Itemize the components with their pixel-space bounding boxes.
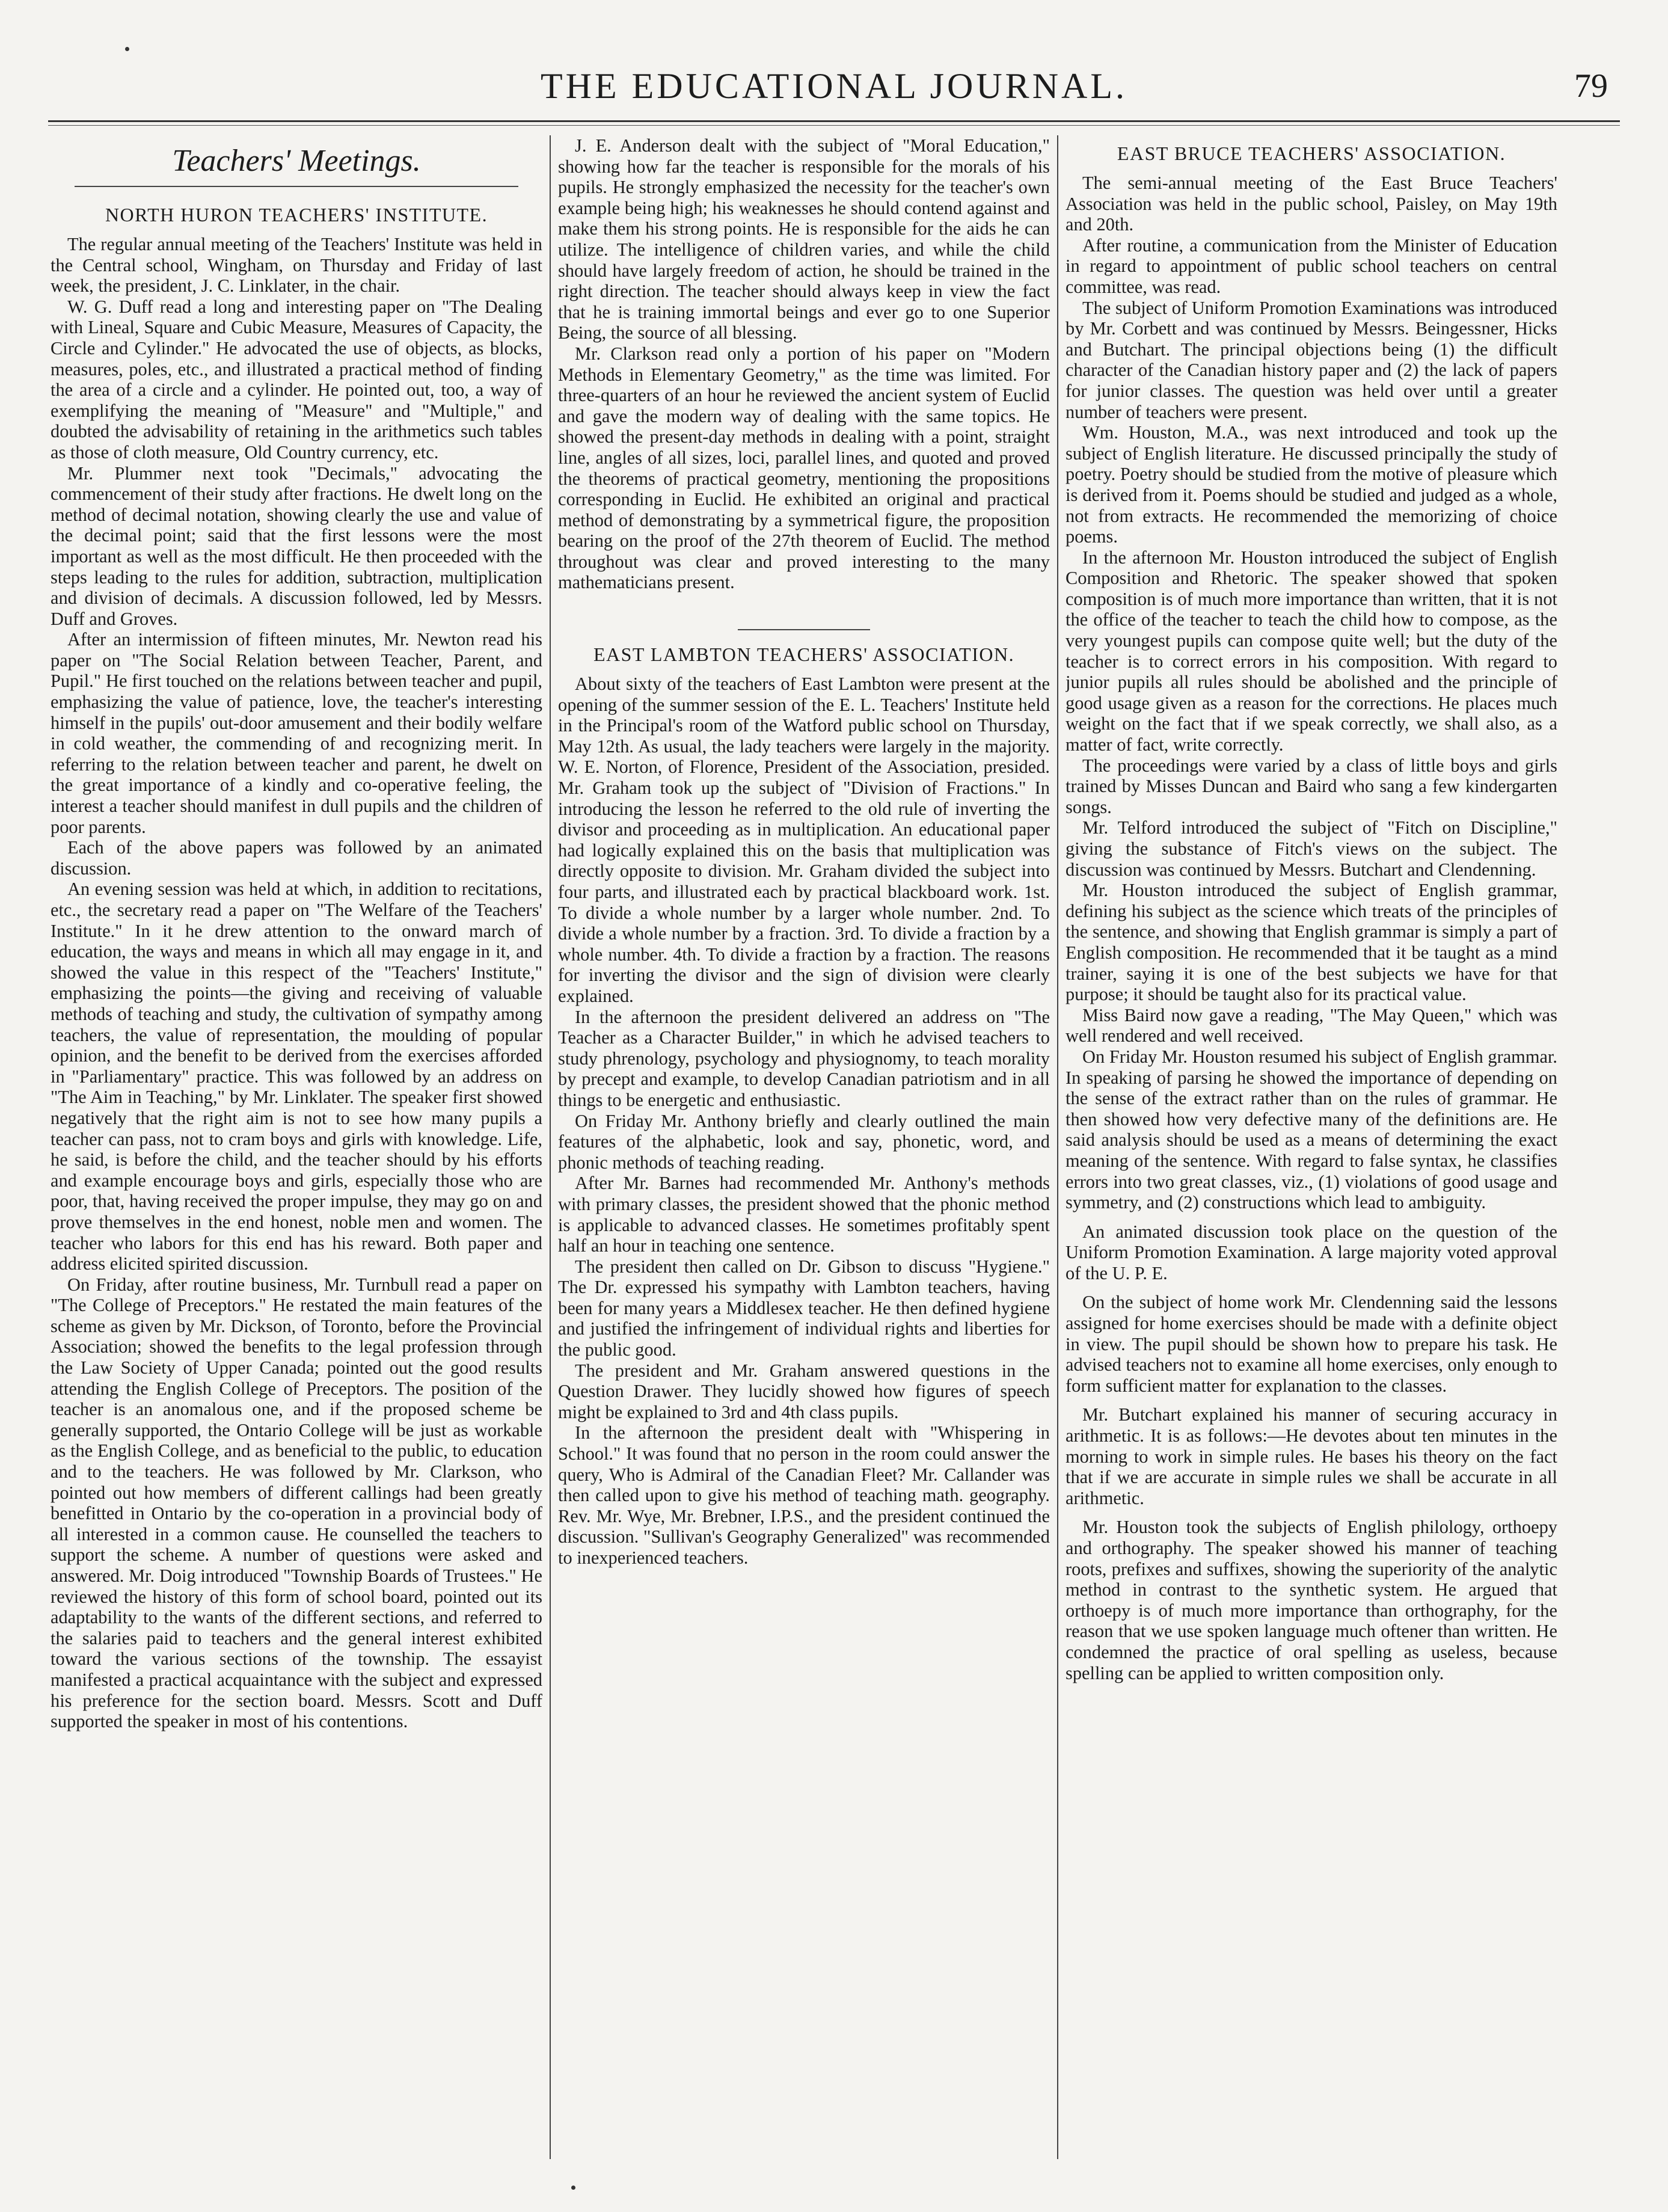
article-paragraph: Mr. Butchart explained his manner of securing accuracy in arithmetic. It is as follows:—He devotes about ten minutes in the morning to work in simple rules. He bases his theory on the fact that if we are accurate in simple rules we shall be accurate in all arithmetic. xyxy=(1065,1404,1557,1508)
article-paragraph: In the afternoon the president delivered an address on "The Teacher as a Character Builder," in which he advised teachers to study phrenology, psychology and physiognomy, to teach morality by precept and example, to develop Canadian patriotism and in all things to be energetic and enthusiastic. xyxy=(558,1006,1050,1110)
article-paragraph: The regular annual meeting of the Teachers' Institute was held in the Central school, Wingham, on Thursday and Friday of last week, the president, J. C. Linklater, in the chair. xyxy=(51,234,542,296)
article-paragraph: After Mr. Barnes had recommended Mr. Anthony's methods with primary classes, the president showed that the phonic method is applicable to advanced classes. He sometimes profitably spent half an hour in teaching one sentence. xyxy=(558,1173,1050,1256)
article-paragraph: Mr. Telford introduced the subject of "Fitch on Discipline," giving the substance of Fitch's views on the subject. The discussion was continued by Messrs. Butchart and Clendenning. xyxy=(1065,817,1557,880)
article-divider xyxy=(738,629,870,630)
header-rule-thin xyxy=(48,125,1620,126)
paragraph-gap xyxy=(1065,1396,1557,1404)
article-heading: EAST LAMBTON TEACHERS' ASSOCIATION. xyxy=(593,644,1015,666)
article-paragraph: On the subject of home work Mr. Clendenning said the lessons assigned for home exercises should be made with a definite object in view. The pupil should be shown how to prepare his task. He advised teachers not to examine all home exercises, only enough to form sufficient matter for explanation to the classes. xyxy=(1065,1292,1557,1396)
article-paragraph: W. G. Duff read a long and interesting paper on "The Dealing with Lineal, Square and Cubic Measure, Measures of Capacity, the Circle and Cylinder." He advocated the use of objects, as blocks, measures, poles, etc., and illustrated a practical method of finding the area of a circle and a cylinder. He pointed out, too, a way of exemplifying the meaning of "Measure" and "Multiple," and doubted the advisability of retaining in the arithmetics such tables as those of cloth measure, Old Country currency, etc. xyxy=(51,296,542,462)
ink-speck xyxy=(125,47,129,51)
article-paragraph: An evening session was held at which, in addition to recitations, etc., the secretary read a paper on "The Welfare of the Teachers' Institute." In it he drew attention to the onward march of education, the ways and means in which all may engage in it, and showed the value in this respect of the "Teachers' Institute," emphasizing the points—the giving and receiving of valuable methods of teaching and study, the cultivation of sympathy among teachers, the value of representation, the moulding of popular opinion, and the benefit to be derived from the exercises afforded in "Parliamentary" practice. This was followed by an address on "The Aim in Teaching," by Mr. Linklater. The speaker first showed negatively that the right aim is not to see how many pupils a teacher can pass, not to cram boys and girls with knowledge. Life, he said, is before the child, and the teacher should by his efforts and example encourage boys and girls, especially those who are poor, that, having received the proper impulse, they may go on and prove themselves in the end honest, noble men and women. The teacher who labors for this end has his reward. Both paper and address elicited spirited discussion. xyxy=(51,879,542,1274)
column-3 xyxy=(1065,135,1557,2159)
article-paragraph: Wm. Houston, M.A., was next introduced and took up the subject of English literature. He discussed principally the study of poetry. Poetry should be studied from the motive of pleasure which is derived from it. Poems should be studied and judged as a whole, not from extracts. He recommended the memorizing of choice poems. xyxy=(1065,422,1557,547)
column-divider xyxy=(1057,135,1058,2159)
article-paragraph: J. E. Anderson dealt with the subject of "Moral Education," showing how far the teacher is responsible for the morals of his pupils. He strongly emphasized the necessity for the teacher's own example being high; his weaknesses he should contend against and make them his strong points. He is responsible for the aids he can utilize. The intelligence of children varies, and while the child should have largely freedom of action, he should be trained in the right direction. The teacher should always keep in view the fact that he is training immortal beings and ever go to one Superior Being, the source of all blessing. xyxy=(558,135,1050,343)
article-paragraph: The semi-annual meeting of the East Bruce Teachers' Association was held in the public school, Paisley, on May 19th and 20th. xyxy=(1065,173,1557,235)
header-rule xyxy=(48,120,1620,122)
page-number: 79 xyxy=(1574,67,1608,105)
section-rule xyxy=(75,186,518,187)
ink-speck xyxy=(571,2186,575,2190)
column-divider xyxy=(550,135,551,2159)
column-2 xyxy=(558,135,1050,2159)
article-paragraph: The president and Mr. Graham answered questions in the Question Drawer. They lucidly showed how figures of speech might be explained to 3rd and 4th class pupils. xyxy=(558,1360,1050,1422)
article-paragraph: After an intermission of fifteen minutes, Mr. Newton read his paper on "The Social Relation between Teacher, Parent, and Pupil." He first touched on the relations between teacher and pupil, emphasizing the value of patience, love, the teacher's interesting himself in the pupils' out-door amusement and their bodily welfare in cold weather, the commending of and recognizing merit. In referring to the relation between teacher and parent, he dwelt on the great importance of a kindly and co-operative feeling, the interest a teacher should manifest in dull pupils and the children of poor parents. xyxy=(51,629,542,837)
journal-title: THE EDUCATIONAL JOURNAL. xyxy=(540,66,1128,106)
article-paragraph: Mr. Houston introduced the subject of English grammar, defining his subject as the science which treats of the principles of the sentence, and showing that English grammar is simply a part of English composition. He recommended that it be taught as a mind trainer, saying it is one of the best subjects we have for that purpose; it should be taught also for its practical value. xyxy=(1065,880,1557,1005)
article-paragraph: Mr. Houston took the subjects of English philology, orthoepy and orthography. The speaker showed his manner of teaching roots, prefixes and suffixes, showing the superiority of the analytic method in contrast to the synthetic system. He argued that orthoepy is of much more importance than orthography, for the reason that we use spoken language much oftener than written. He condemned the practice of oral spelling as useless, because spelling can be applied to written composition only. xyxy=(1065,1517,1557,1683)
paragraph-gap xyxy=(1065,1508,1557,1517)
article-paragraph: On Friday Mr. Houston resumed his subject of English grammar. In speaking of parsing he showed the importance of depending on the sense of the extract rather than on the rules of grammar. He then showed how very defective many of the definitions are. He said analysis should be used as a means of determining the exact meaning of the sentence. With regard to false syntax, he classifies errors into two great classes, viz., (1) violations of good usage and symmetry, and (2) constructions which lead to ambiguity. xyxy=(1065,1046,1557,1213)
paragraph-gap xyxy=(1065,1213,1557,1221)
article-paragraph: After routine, a communication from the Minister of Education in regard to appointment of public school teachers on central committee, was read. xyxy=(1065,235,1557,297)
article-heading: EAST BRUCE TEACHERS' ASSOCIATION. xyxy=(1117,143,1506,164)
page-header xyxy=(48,59,1620,113)
article-paragraph: An animated discussion took place on the question of the Uniform Promotion Examination. A large majority voted approval of the U. P. E. xyxy=(1065,1221,1557,1283)
article-paragraph: Mr. Plummer next took "Decimals," advocating the commencement of their study after fractions. He dwelt long on the method of decimal notation, showing clearly the use and value of the decimal point; said that the first lessons were the most important as well as the most difficult. He then proceeded with the steps leading to the rules for addition, subtraction, multiplication and division of decimals. A discussion followed, led by Messrs. Duff and Groves. xyxy=(51,462,542,629)
article-paragraph: The proceedings were varied by a class of little boys and girls trained by Misses Duncan and Baird who sang a few kindergarten songs. xyxy=(1065,755,1557,817)
article-paragraph: Miss Baird now gave a reading, "The May Queen," which was well rendered and well received. xyxy=(1065,1004,1557,1046)
article-paragraph: Mr. Clarkson read only a portion of his paper on "Modern Methods in Elementary Geometry," as the time was limited. For three-quarters of an hour he reviewed the ancient system of Euclid and gave the modern way of dealing with the same topics. He showed the present-day methods in dealing with a point, straight line, angles of all sizes, loci, parallel lines, and quoted and proved the theorems of practical geometry, mentioning the propositions corresponding in Euclid. He exhibited an original and practical method of demonstrating by a symmetrical figure, the proposition bearing on the proof of the 27th theorem of Euclid. The method throughout was clear and proved interesting to the many mathematicians present. xyxy=(558,343,1050,593)
article-paragraph: Each of the above papers was followed by an animated discussion. xyxy=(51,837,542,879)
article-heading: NORTH HURON TEACHERS' INSTITUTE. xyxy=(105,204,488,226)
article-paragraph: In the afternoon Mr. Houston introduced the subject of English Composition and Rhetoric. The speaker showed that spoken composition is of much more importance than written, that it is not the office of the teacher to teach the child how to compose, as the very youngest pupils can compose quite well; but the duty of the teacher is to correct errors in his composition. With regard to junior pupils all rules should be abolished and the principle of good usage given as a reason for the corrections. He places much weight on the fact that if we speak correctly, we shall also, as a matter of fact, write correctly. xyxy=(1065,547,1557,755)
article-paragraph: About sixty of the teachers of East Lambton were present at the opening of the summer session of the E. L. Teachers' Institute held in the Principal's room of the Watford public school on Thursday, May 12th. As usual, the lady teachers were largely in the majority. W. E. Norton, of Florence, President of the Association, presided. Mr. Graham took up the subject of "Division of Fractions." In introducing the lesson he referred to the old rule of inverting the divisor and proceeding as in multiplication. An educational paper had logically explained this on the basis that multiplication was directly opposite to division. Mr. Graham divided the subject into four parts, and illustrated each by practical blackboard work. 1st. To divide a whole number by a larger whole number. 2nd. To divide a whole number by a fraction. 3rd. To divide a fraction by a whole number. 4th. To divide a fraction by a fraction. The reasons for inverting the divisor and the sign of division were clearly explained. xyxy=(558,674,1050,1006)
article-paragraph: The president then called on Dr. Gibson to discuss "Hygiene." The Dr. expressed his sympathy with Lambton teachers, having been for many years a Middlesex teacher. He then defined hygiene and justified the infringement of individual rights and liberties for the public good. xyxy=(558,1256,1050,1360)
article-paragraph: The subject of Uniform Promotion Examinations was introduced by Mr. Corbett and was continued by Messrs. Beingessner, Hicks and Butchart. The principal objections being (1) the difficult character of the Canadian history paper and (2) the lack of papers for junior classes. The question was held over until a greater number of teachers were present. xyxy=(1065,297,1557,422)
section-title: Teachers' Meetings. xyxy=(172,144,421,178)
article-paragraph: In the afternoon the president dealt with "Whispering in School." It was found that no person in the room could answer the query, Who is Admiral of the Canadian Fleet? Mr. Callander was then called upon to give his method of teaching math. geography. Rev. Mr. Wye, Mr. Brebner, I.P.S., and the president continued the discussion. "Sullivan's Geography Generalized" was recommended to inexperienced teachers. xyxy=(558,1422,1050,1568)
article-paragraph: On Friday Mr. Anthony briefly and clearly outlined the main features of the alphabetic, look and say, phonetic, word, and phonic methods of teaching reading. xyxy=(558,1110,1050,1173)
paragraph-gap xyxy=(1065,1283,1557,1292)
article-paragraph: On Friday, after routine business, Mr. Turnbull read a paper on "The College of Preceptors." He restated the main features of the scheme as given by Mr. Dickson, of Toronto, before the Provincial Association; showed the benefits to the legal profession through the Law Society of Upper Canada; pointed out the good results attending the English College of Preceptors. The position of the teacher is an anomalous one, and if the proposed scheme be generally supported, the Ontario College will be just as workable as the English College, and as beneficial to the public, to education and to the teachers. He was followed by Mr. Clarkson, who pointed out how members of different callings had been greatly benefitted in Ontario by the co-operation in a provincial body of all interested in a common cause. He counselled the teachers to support the scheme. A number of questions were asked and answered. Mr. Doig introduced "Township Boards of Trustees." He reviewed the history of this form of school board, pointed out its adaptability to the wants of the different sections, and referred to the salaries paid to teachers and the general interest exhibited toward the various sections of the township. The essayist manifested a practical acquaintance with the subject and expressed his preference for the section board. Messrs. Scott and Duff supported the speaker in most of his contentions. xyxy=(51,1274,542,1732)
column-1 xyxy=(51,135,542,2159)
